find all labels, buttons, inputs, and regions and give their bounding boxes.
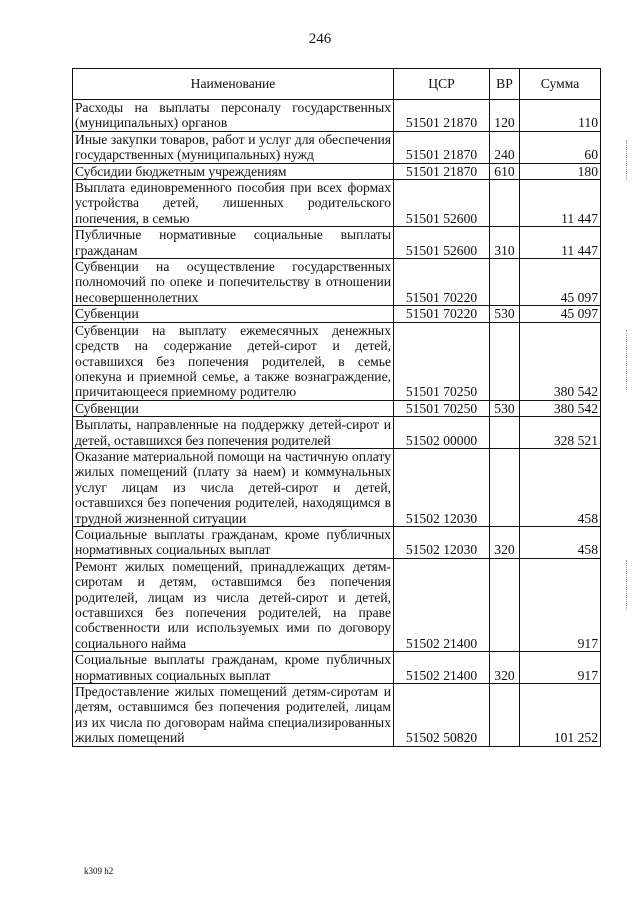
row-vr [490, 558, 520, 651]
scan-margin-mark [626, 330, 633, 390]
row-name: Социальные выплаты гражданам, кроме публичных нормативных социальных выплат [73, 652, 394, 684]
row-csr: 51502 21400 [394, 652, 490, 684]
row-csr: 51502 21400 [394, 558, 490, 651]
row-sum: 11 447 [520, 227, 601, 259]
table-row [73, 306, 601, 322]
row-vr: 120 [490, 100, 520, 132]
row-name: Предоставление жилых помещений детям-сиротам и детям, оставшимся без попечения родителей, лицам из их числа по договорам найма специализированных жилых помещений [73, 684, 394, 747]
budget-table [72, 68, 601, 747]
table-row [73, 227, 601, 259]
table-row [73, 417, 601, 449]
table-row [73, 400, 601, 416]
row-name: Ремонт жилых помещений, принадлежащих детям-сиротам и детям, оставшимся без попечения родителей, лицам из числа детей-сирот и детей, оставшихся без попечения родителей, на праве собственности или используемых ими по договору социального найма [73, 558, 394, 651]
table-row [73, 163, 601, 179]
row-name: Субсидии бюджетным учреждениям [73, 163, 394, 179]
scan-margin-mark [626, 560, 633, 610]
row-vr: 320 [490, 526, 520, 558]
row-name: Субвенции [73, 306, 394, 322]
table-header-row [73, 69, 601, 100]
table-row [73, 448, 601, 526]
row-csr: 51501 21870 [394, 163, 490, 179]
row-name: Публичные нормативные социальные выплаты гражданам [73, 227, 394, 259]
row-sum: 101 252 [520, 684, 601, 747]
row-name: Субвенции [73, 400, 394, 416]
row-csr: 51501 21870 [394, 131, 490, 163]
footer-code: k309 h2 [84, 866, 114, 876]
row-vr [490, 684, 520, 747]
row-vr [490, 259, 520, 306]
row-csr: 51502 12030 [394, 526, 490, 558]
row-csr: 51501 70250 [394, 400, 490, 416]
row-vr: 240 [490, 131, 520, 163]
row-sum: 328 521 [520, 417, 601, 449]
row-sum: 380 542 [520, 400, 601, 416]
row-sum: 458 [520, 526, 601, 558]
row-csr: 51501 70220 [394, 259, 490, 306]
row-name: Выплата единовременного пособия при всех формах устройства детей, лишенных родительского попечения, в семью [73, 180, 394, 227]
row-sum: 380 542 [520, 322, 601, 400]
row-name: Социальные выплаты гражданам, кроме публичных нормативных социальных выплат [73, 526, 394, 558]
table-row [73, 259, 601, 306]
header-name: Наименование [73, 69, 394, 100]
table-row [73, 131, 601, 163]
table-row [73, 652, 601, 684]
table-row [73, 526, 601, 558]
row-csr: 51501 70220 [394, 306, 490, 322]
table-row [73, 180, 601, 227]
table-row [73, 322, 601, 400]
row-name: Выплаты, направленные на поддержку детей-сирот и детей, оставшихся без попечения родителей [73, 417, 394, 449]
row-name: Субвенции на выплату ежемесячных денежных средств на содержание детей-сирот и детей, оставшихся без попечения родителей, в семье опекуна и приемной семье, а также вознаграждение, причитающееся приемному родителю [73, 322, 394, 400]
row-vr: 320 [490, 652, 520, 684]
row-csr: 51501 21870 [394, 100, 490, 132]
row-sum: 180 [520, 163, 601, 179]
row-sum: 45 097 [520, 306, 601, 322]
row-sum: 110 [520, 100, 601, 132]
row-sum: 458 [520, 448, 601, 526]
table-row [73, 100, 601, 132]
table-row [73, 558, 601, 651]
row-csr: 51502 50820 [394, 684, 490, 747]
header-sum: Сумма [520, 69, 601, 100]
table-row [73, 684, 601, 747]
row-sum: 11 447 [520, 180, 601, 227]
header-vr: ВР [490, 69, 520, 100]
row-vr [490, 417, 520, 449]
row-name: Субвенции на осуществление государственных полномочий по опеке и попечительству в отношении несовершеннолетних [73, 259, 394, 306]
row-vr [490, 322, 520, 400]
row-sum: 917 [520, 652, 601, 684]
page-number: 246 [308, 31, 332, 47]
row-name: Оказание материальной помощи на частичную оплату жилых помещений (плату за наем) и коммунальных услуг лицам из числа детей-сирот и детей, оставшихся без попечения родителей, находящимся в трудной жизненной ситуации [73, 448, 394, 526]
row-vr [490, 448, 520, 526]
row-csr: 51502 12030 [394, 448, 490, 526]
row-vr: 310 [490, 227, 520, 259]
row-sum: 917 [520, 558, 601, 651]
row-csr: 51501 52600 [394, 180, 490, 227]
row-vr: 530 [490, 400, 520, 416]
header-csr: ЦСР [394, 69, 490, 100]
scan-margin-mark [626, 140, 633, 180]
row-sum: 60 [520, 131, 601, 163]
row-csr: 51502 00000 [394, 417, 490, 449]
row-vr: 530 [490, 306, 520, 322]
row-name: Иные закупки товаров, работ и услуг для обеспечения государственных (муниципальных) нужд [73, 131, 394, 163]
row-csr: 51501 70250 [394, 322, 490, 400]
row-vr: 610 [490, 163, 520, 179]
row-name: Расходы на выплаты персоналу государственных (муниципальных) органов [73, 100, 394, 132]
row-sum: 45 097 [520, 259, 601, 306]
row-csr: 51501 52600 [394, 227, 490, 259]
row-vr [490, 180, 520, 227]
